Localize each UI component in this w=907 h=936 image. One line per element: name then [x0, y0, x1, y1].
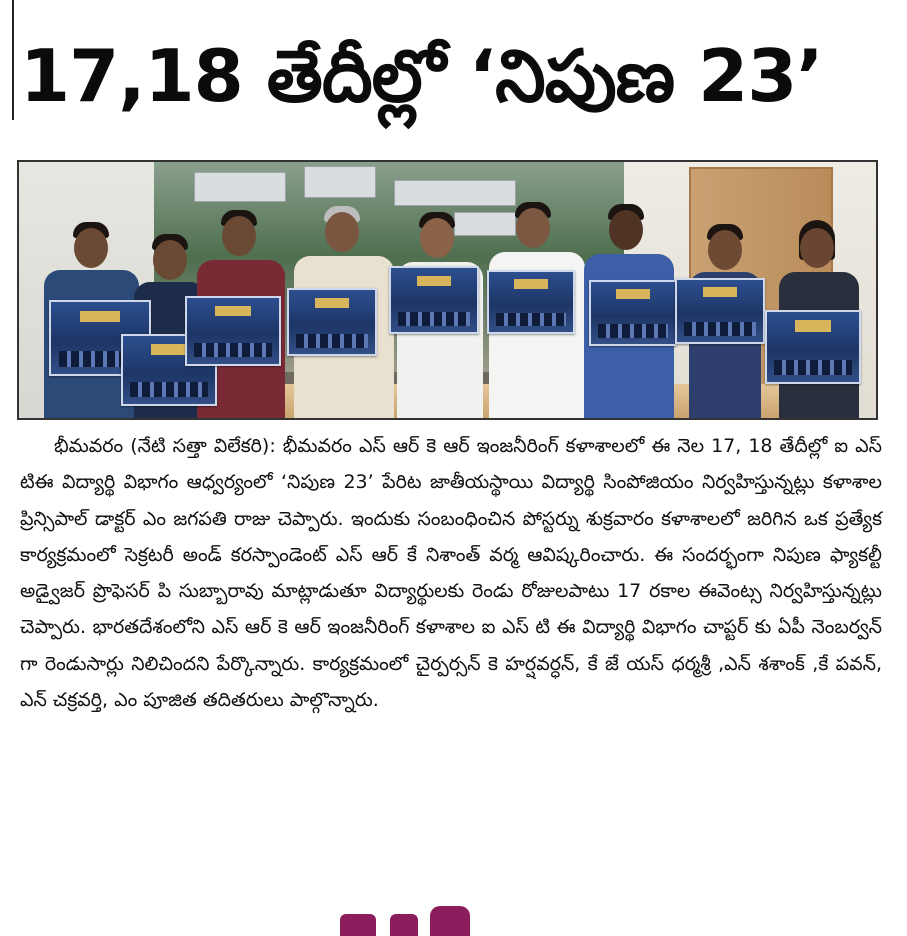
column-rule — [12, 0, 14, 120]
person-head — [222, 216, 256, 256]
person-head — [420, 218, 454, 258]
person-head — [516, 208, 550, 248]
event-poster — [287, 288, 377, 356]
banner-building — [394, 180, 516, 206]
person-head — [153, 240, 187, 280]
banner-building — [454, 212, 516, 236]
article-body — [20, 428, 882, 718]
person-head — [800, 228, 834, 268]
banner-building — [194, 172, 286, 202]
person-head — [609, 210, 643, 250]
event-poster — [589, 280, 677, 346]
event-poster — [389, 266, 479, 334]
event-poster — [185, 296, 281, 366]
article-photo — [17, 160, 878, 420]
next-article-fragment — [330, 906, 480, 936]
person-head — [708, 230, 742, 270]
event-poster — [487, 270, 575, 334]
event-poster — [765, 310, 861, 384]
banner-building — [304, 166, 376, 198]
event-poster — [675, 278, 765, 344]
person-head — [74, 228, 108, 268]
article-headline: 17,18 తేదీల్లో ‘నిపుణ 23’ — [20, 34, 823, 118]
person-head — [325, 212, 359, 252]
article-paragraph: భీమవరం (నేటి సత్తా విలేకరి): భీమవరం ఎస్ ఆర్ కె ఆర్ ఇంజనీరింగ్ కళాశాలలో ఈ నెల 17, 18 తేదీల్లో ఐ ఎస్ టిఈ విద్యార్థి విభాగం ఆధ్వర్యంలో ‘నిపుణ 23’ పేరిట జాతీయస్థాయి విద్యార్థి సింపోజియం నిర్వహిస్తున్నట్లు కళాశాల ప్రిన్సిపాల్ డాక్టర్ ఎం జగపతి రాజు చెప్పారు. ఇందుకు సంబంధించిన పోస్టర్ను శుక్రవారం కళాశాలలో జరిగిన ఒక ప్రత్యేక కార్యక్రమంలో సెక్రటరీ అండ్ కరస్పాండెంట్ ఎస్ ఆర్ కే నిశాంత్ వర్మ ఆవిష్కరించారు. ఈ సందర్భంగా నిపుణ ఫ్యాకల్టీ అడ్వైజర్ ప్రొఫెసర్ పి సుబ్బారావు మాట్లాడుతూ విద్యార్థులకు రెండు రోజులపాటు 17 రకాల ఈవెంట్స నిర్వహిస్తున్నట్లు చెప్పారు. భారతదేశంలోని ఎస్ ఆర్ కె ఆర్ ఇంజనీరింగ్ కళాశాల ఐ ఎస్ టి ఈ విద్యార్థి విభాగం చాప్టర్ కు ఏపీ నెంబర్వన్ గా రెండుసార్లు నిలిచిందని పేర్కొన్నారు. కార్యక్రమంలో చైర్పర్సన్ కె హర్షవర్ధన్, కే జే యస్ ధర్మశ్రీ ,ఎన్ శశాంక్ ,కే పవన్, ఎన్ చక్రవర్తి, ఎం పూజిత తదితరులు పాల్గొన్నారు. — [20, 435, 882, 712]
